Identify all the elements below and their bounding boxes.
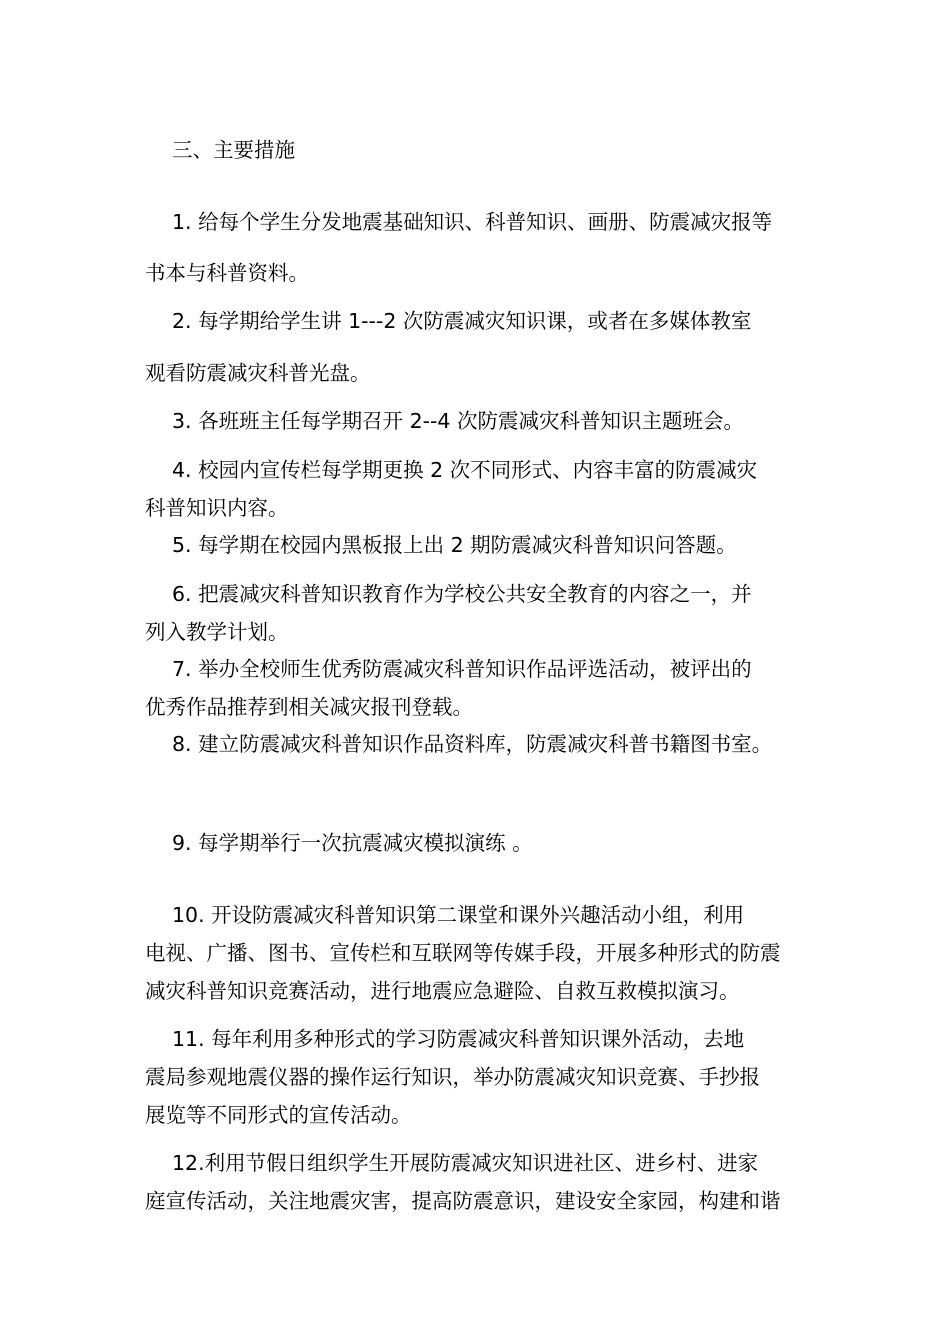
item-10-line-1: 10. 开设防震减灾科普知识第二课堂和课外兴趣活动小组，利用 bbox=[172, 903, 745, 927]
item-6-line-1: 6. 把震减灾科普知识教育作为学校公共安全教育的内容之一，并 bbox=[172, 582, 752, 606]
item-11-line-3: 展览等不同形式的宣传活动。 bbox=[145, 1103, 412, 1127]
item-11-line-2: 震局参观地震仪器的操作运行知识，举办防震减灾知识竞赛、手抄报 bbox=[145, 1065, 760, 1089]
item-6-line-2: 列入教学计划。 bbox=[145, 620, 289, 644]
item-11-line-1: 11. 每年利用多种形式的学习防震减灾科普知识课外活动，去地 bbox=[172, 1027, 745, 1051]
item-5-line-1: 5. 每学期在校园内黑板报上出 2 期防震减灾科普知识问答题。 bbox=[172, 533, 737, 557]
item-10-line-2: 电视、广播、图书、宣传栏和互联网等传媒手段，开展多种形式的防震 bbox=[145, 941, 781, 965]
item-7-line-1: 7. 举办全校师生优秀防震减灾科普知识作品评选活动，被评出的 bbox=[172, 657, 752, 681]
item-2-line-2: 观看防震减灾科普光盘。 bbox=[145, 361, 371, 385]
item-1-line-2: 书本与科普资料。 bbox=[145, 261, 309, 285]
item-4-line-1: 4. 校园内宣传栏每学期更换 2 次不同形式、内容丰富的防震减灾 bbox=[172, 458, 758, 482]
item-3-line-1: 3. 各班班主任每学期召开 2--4 次防震减灾科普知识主题班会。 bbox=[172, 409, 744, 433]
item-7-line-2: 优秀作品推荐到相关减灾报刊登载。 bbox=[145, 695, 473, 719]
item-10-line-3: 减灾科普知识竞赛活动，进行地震应急避险、自救互救模拟演习。 bbox=[145, 979, 740, 1003]
item-4-line-2: 科普知识内容。 bbox=[145, 496, 289, 520]
item-1-line-1: 1. 给每个学生分发地震基础知识、科普知识、画册、防震减灾报等 bbox=[172, 210, 773, 234]
item-12-line-2: 庭宣传活动，关注地震灾害，提高防震意识，建设安全家园，构建和谐 bbox=[145, 1189, 781, 1213]
item-8-line-1: 8. 建立防震减灾科普知识作品资料库，防震减灾科普书籍图书室。 bbox=[172, 732, 773, 756]
section-heading: 三、主要措施 bbox=[172, 138, 295, 162]
item-9-line-1: 9. 每学期举行一次抗震减灾模拟演练 。 bbox=[172, 831, 533, 855]
item-2-line-1: 2. 每学期给学生讲 1---2 次防震减灾知识课，或者在多媒体教室 bbox=[172, 309, 752, 333]
item-12-line-1: 12.利用节假日组织学生开展防震减灾知识进社区、进乡村、进家 bbox=[172, 1151, 759, 1175]
